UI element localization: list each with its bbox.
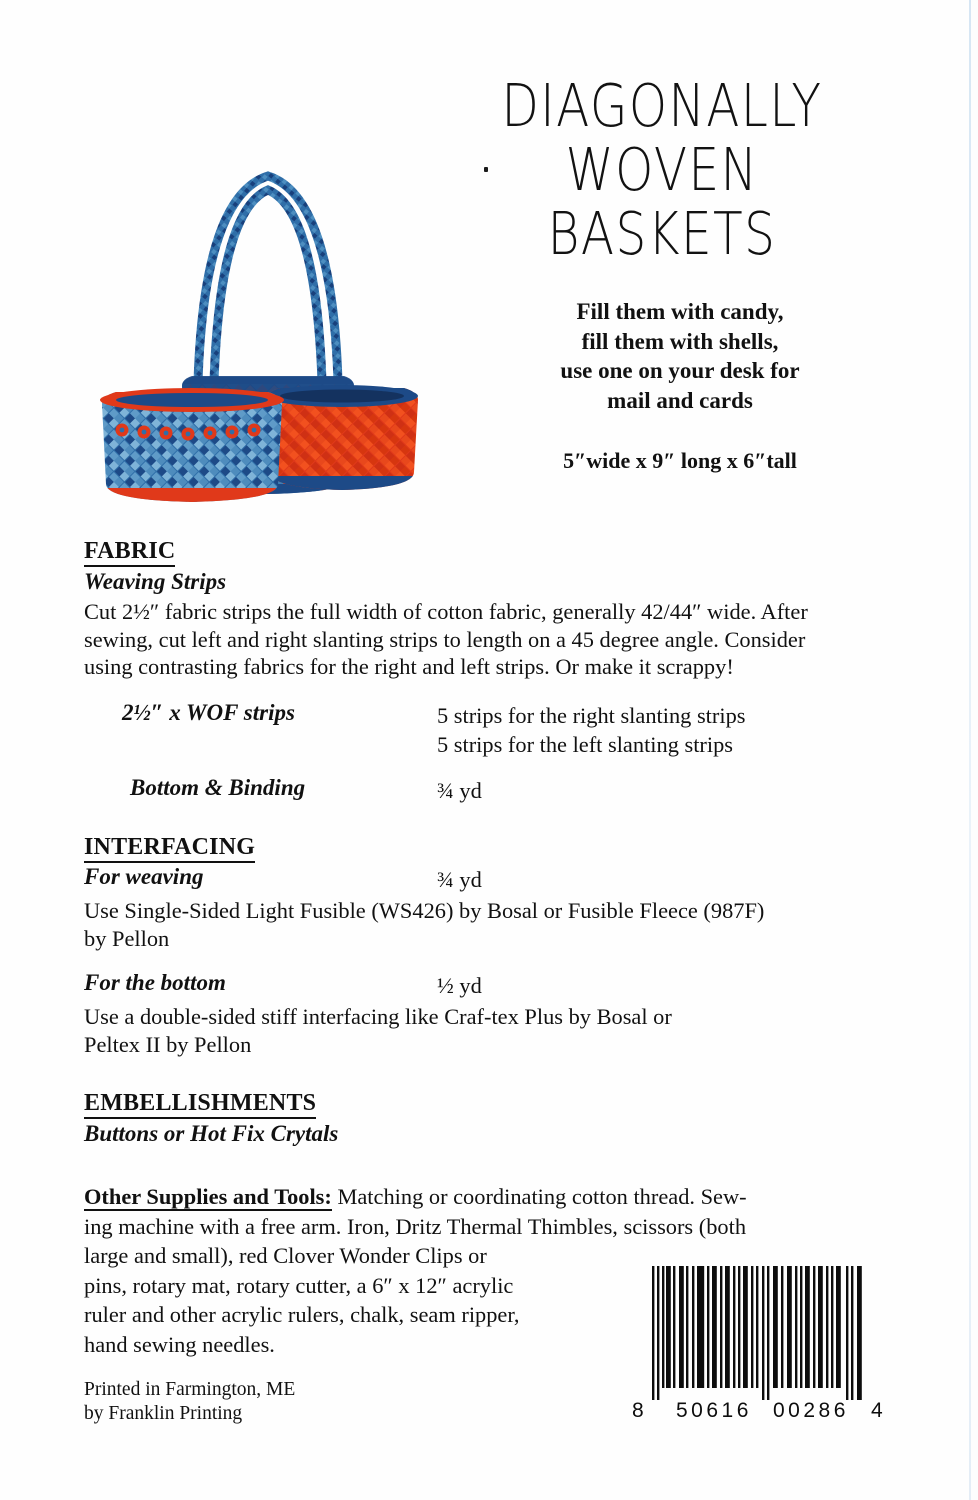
- interfacing-bottom-line-1: Use a double-sided stiff interfacing like Craf-tex Plus by Bosal or: [84, 1004, 672, 1029]
- spec-label-wof-strips: 2½″ x WOF strips: [122, 700, 295, 725]
- section-heading-fabric: FABRIC: [84, 538, 175, 565]
- spec-value-bottom-binding-yd: ¾ yd: [437, 778, 482, 803]
- interfacing-weaving-line-1: Use Single-Sided Light Fusible (WS426) by Bosal or Fusible Fleece (987F): [84, 898, 765, 923]
- other-supplies-line-2: ing machine with a free arm. Iron, Dritz Thermal Thimbles, scissors (both: [84, 1213, 747, 1239]
- other-supplies-text-1: Matching or coordinating cotton thread. Sew-: [331, 1184, 747, 1209]
- printer-credit-line-1: Printed in Farmington, ME: [84, 1379, 296, 1400]
- fabric-subheading: Weaving Strips: [84, 569, 227, 594]
- spec-value-right-strips: 5 strips for the right slanting strips: [437, 703, 746, 728]
- tagline-line-4: mail and cards: [607, 387, 753, 413]
- other-supplies-line-3: large and small), red Clover Wonder Clips or: [84, 1243, 487, 1268]
- fabric-body: [84, 598, 896, 681]
- spec-label-bottom-binding: Bottom & Binding: [130, 775, 306, 800]
- printer-credit: [84, 1378, 295, 1426]
- other-supplies-line-1: [84, 1182, 914, 1212]
- spec-value-left-strips: 5 strips for the left slanting strips: [437, 732, 734, 757]
- interfacing-bottom-line-2: Peltex II by Pellon: [84, 1031, 252, 1057]
- spec-value-wof-strips: [437, 701, 745, 759]
- fabric-body-line-2: sewing, cut left and right slanting strips to length on a 45 degree angle. Consider: [84, 626, 806, 652]
- section-heading-embellishments: EMBELLISHMENTS: [84, 1090, 316, 1117]
- tagline-line-3: use one on your desk for: [560, 358, 800, 383]
- fabric-body-line-3: using contrasting fabrics for the right and left strips. Or make it scrappy!: [84, 654, 734, 679]
- embellishments-subheading: Buttons or Hot Fix Crytals: [84, 1121, 339, 1146]
- title-line-1: DIAGONALLY: [501, 71, 823, 141]
- barcode-lead-digit: 8: [632, 1399, 644, 1422]
- other-supplies-line-5: ruler and other acrylic rulers, chalk, seam ripper,: [84, 1302, 520, 1327]
- barcode-check-digit: 4: [871, 1399, 883, 1422]
- baskets-photo: [82, 132, 418, 510]
- spec-value-bottom-binding: [437, 776, 482, 805]
- interfacing-weaving-line-2: by Pellon: [84, 925, 170, 951]
- other-supplies-line-6: hand sewing needles.: [84, 1331, 275, 1357]
- interfacing-amount-bottom: ½ yd: [437, 973, 482, 998]
- tagline-line-1: Fill them with candy,: [576, 299, 784, 324]
- fabric-body-line-1: Cut 2½″ fabric strips the full width of cotton fabric, generally 42/44″ wide. After: [84, 599, 808, 624]
- barcode-left-group: 50616: [676, 1399, 752, 1422]
- other-supplies-line-4: pins, rotary mat, rotary cutter, a 6″ x 12″ acrylic: [84, 1272, 514, 1298]
- title-line-2: WOVEN: [565, 135, 759, 205]
- barcode-right-group: 00286: [773, 1399, 849, 1422]
- interfacing-label-weaving: For weaving: [84, 864, 204, 889]
- tagline: [480, 297, 880, 415]
- interfacing-body-bottom: [84, 1003, 896, 1058]
- section-heading-interfacing: INTERFACING: [84, 834, 255, 861]
- scan-edge-margin: [971, 0, 978, 1500]
- dimensions-text: 5″wide x 9″ long x 6″tall: [563, 448, 797, 473]
- page-title: [452, 71, 872, 269]
- interfacing-body-weaving: [84, 897, 896, 952]
- interfacing-label-bottom: For the bottom: [84, 970, 226, 995]
- other-supplies-heading: Other Supplies and Tools:: [84, 1184, 332, 1209]
- blue-oval-basket: [100, 388, 286, 504]
- interfacing-amount-weaving: ¾ yd: [437, 867, 482, 892]
- red-oval-basket: [264, 385, 418, 492]
- title-line-3: BASKETS: [547, 199, 777, 269]
- printer-credit-line-2: by Franklin Printing: [84, 1403, 243, 1424]
- upc-barcode: [628, 1262, 886, 1422]
- tagline-line-2: fill them with shells,: [581, 328, 779, 354]
